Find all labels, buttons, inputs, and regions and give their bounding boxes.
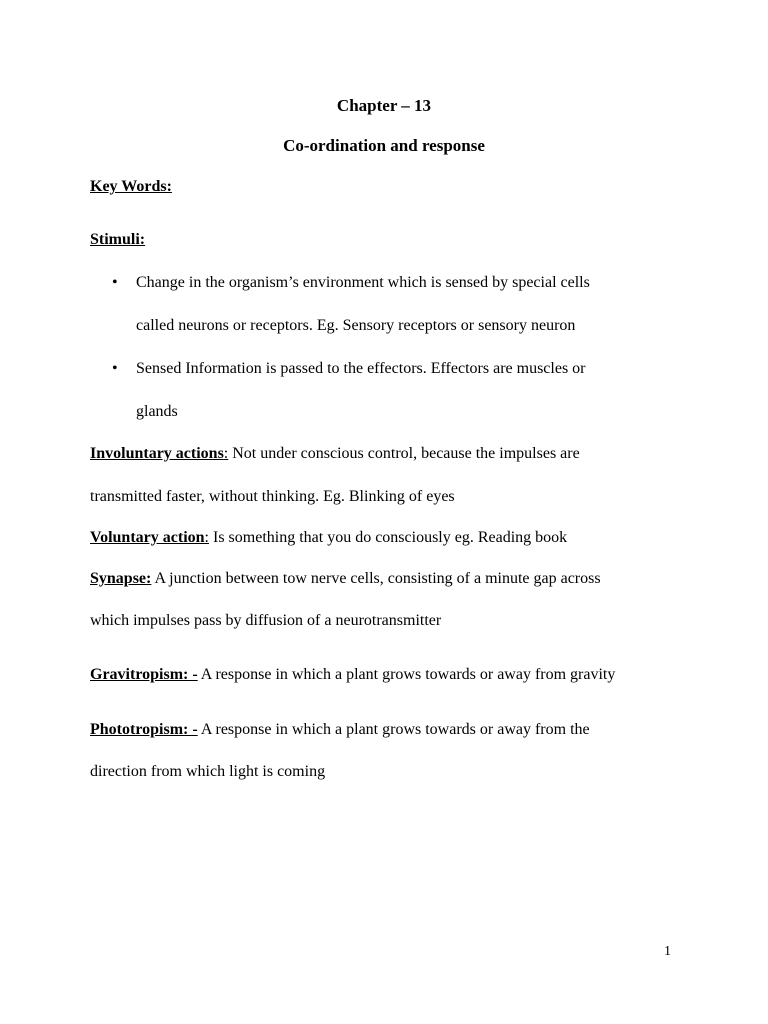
voluntary-term: Voluntary action [90, 529, 205, 546]
synapse-definition-line-2: which impulses pass by diffusion of a neurotransmitter [90, 612, 442, 629]
gravitropism-term: Gravitropism: - [90, 666, 198, 683]
chapter-subtitle: Co-ordination and response [283, 136, 485, 155]
phototropism-text: A response in which a plant grows towards or away from the [197, 721, 590, 738]
phototropism-definition-line-1 [90, 720, 590, 740]
synapse-term: Synapse: [90, 570, 152, 587]
bullet-icon: • [112, 360, 118, 377]
voluntary-text: Is something that you do consciously eg. Reading book [208, 529, 568, 546]
bullet-1-line-2: called neurons or receptors. Eg. Sensory receptors or sensory neuron [136, 317, 576, 334]
stimuli-heading [90, 230, 145, 250]
involuntary-term: Involuntary actions [90, 445, 224, 462]
bullet-2-line-2: glands [136, 403, 178, 420]
bullet-1-line-1: Change in the organism’s environment which is sensed by special cells [136, 274, 590, 291]
stimuli-label: Stimuli: [90, 231, 146, 248]
involuntary-separator: : [223, 445, 229, 462]
key-words-heading [90, 177, 172, 197]
involuntary-definition-line-1 [90, 444, 580, 464]
voluntary-separator: : [204, 529, 209, 546]
phototropism-definition-line-2: direction from which light is coming [90, 763, 326, 780]
bullet-2-line-1: Sensed Information is passed to the effectors. Effectors are muscles or [136, 360, 586, 377]
page-number: 1 [664, 944, 671, 959]
voluntary-definition [90, 528, 567, 548]
synapse-definition-line-1 [90, 569, 601, 589]
gravitropism-text: A response in which a plant grows towards or away from gravity [197, 666, 616, 683]
gravitropism-definition [90, 665, 615, 685]
bullet-icon: • [112, 274, 118, 291]
involuntary-text: Not under conscious control, because the impulses are [228, 445, 580, 462]
chapter-title: Chapter – 13 [336, 96, 432, 115]
involuntary-definition-line-2: transmitted faster, without thinking. Eg. Blinking of eyes [90, 488, 455, 505]
synapse-text: A junction between tow nerve cells, consisting of a minute gap across [151, 570, 601, 587]
phototropism-term: Phototropism: - [90, 721, 198, 738]
key-words-label: Key Words: [90, 178, 172, 195]
